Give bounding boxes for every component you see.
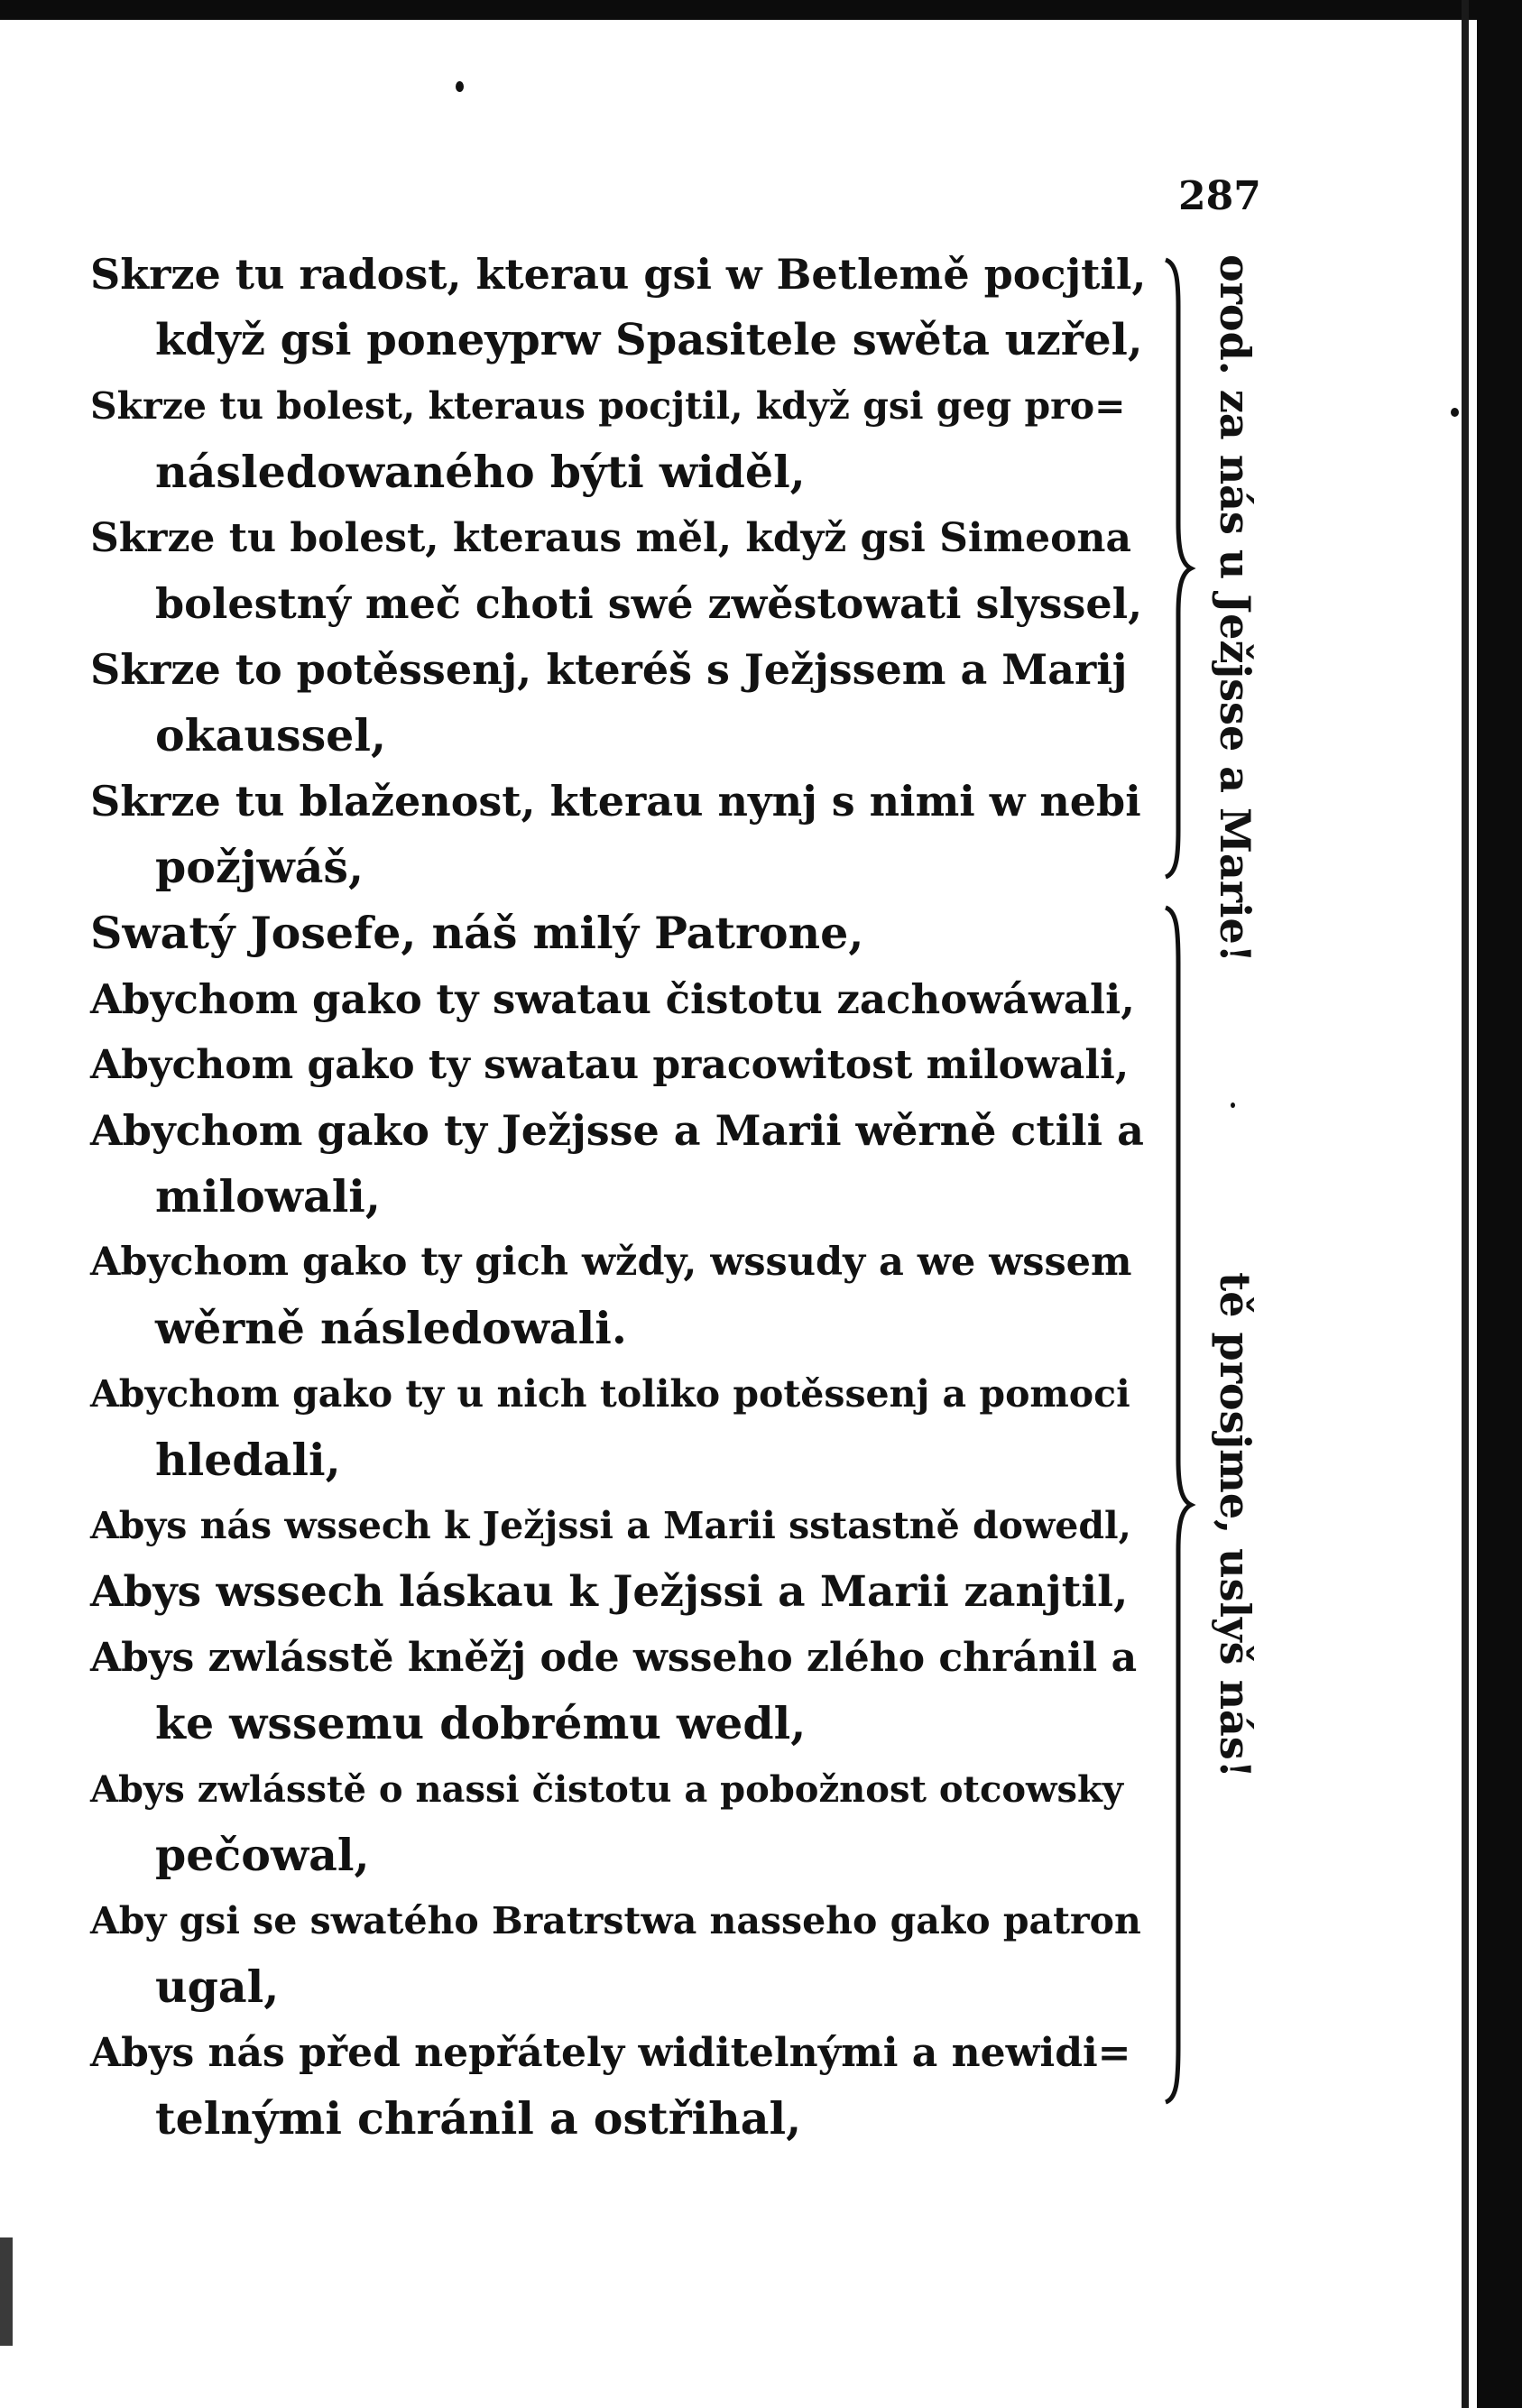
verse-line: Abychom gako ty swatau čistotu zachowáwali, bbox=[90, 975, 1135, 1023]
brace-second-group bbox=[1160, 900, 1196, 2109]
scan-border-top bbox=[0, 0, 1522, 20]
verse-continuation-line: wěrně následowali. bbox=[155, 1302, 627, 1354]
verse-2 bbox=[90, 374, 1146, 505]
verse-5 bbox=[90, 769, 1146, 900]
verse-line: Abys zwlásstě o nassi čistotu a pobožnost otcowsky bbox=[90, 1768, 1123, 1811]
verse-8 bbox=[90, 1032, 1146, 1098]
refrain-second-text: tě prosjme, uslyš nás! bbox=[1211, 1272, 1259, 1778]
verse-3 bbox=[90, 505, 1146, 637]
verse-line: Abychom gako ty u nich toliko potěssenj a pomoci bbox=[90, 1372, 1130, 1416]
verse-line: Swatý Josefe, náš milý Patrone, bbox=[90, 907, 864, 959]
verse-line: Abychom gako ty swatau pracowitost milowali, bbox=[90, 1042, 1130, 1088]
verse-continuation-line: bolestný meč choti swé zwěstowati slyssel, bbox=[155, 579, 1143, 628]
verse-6 bbox=[90, 900, 1146, 966]
verse-continuation-line: telnými chránil a ostřihal, bbox=[155, 2092, 802, 2145]
scan-border-right bbox=[1477, 0, 1522, 2408]
verse-line: Skrze tu bolest, kteraus měl, když gsi Simeona bbox=[90, 515, 1131, 561]
verse-line: Abys nás wssech k Ježjssi a Marii sstastně dowedl, bbox=[90, 1504, 1131, 1547]
verse-9 bbox=[90, 1098, 1146, 1230]
ink-speck bbox=[1231, 1103, 1235, 1108]
verse-continuation-line: následowaného býti widěl, bbox=[155, 446, 806, 498]
verse-16 bbox=[90, 1888, 1146, 2020]
verse-line: Skrze tu blaženost, kterau nynj s nimi w nebi bbox=[90, 777, 1141, 826]
scan-border-left bbox=[0, 2237, 13, 2346]
verse-continuation-line: ke wssemu dobrému wedl, bbox=[155, 1697, 807, 1749]
verse-7 bbox=[90, 966, 1146, 1032]
verse-continuation-line: pečowal, bbox=[155, 1829, 370, 1881]
verse-line: Abys zwlásstě kněžj ode wsseho zlého chránil a bbox=[90, 1635, 1138, 1681]
verse-continuation-line: ugal, bbox=[155, 1961, 280, 2013]
verse-continuation-line: když gsi poneyprw Spasitele swěta uzřel, bbox=[155, 315, 1143, 365]
litany-verses bbox=[90, 242, 1146, 2152]
verse-line: Skrze tu bolest, kteraus pocjtil, když gsi geg pro= bbox=[90, 384, 1126, 428]
verse-line: Abychom gako ty Ježjsse a Marii wěrně ctili a bbox=[90, 1106, 1144, 1155]
verse-line: Abychom gako ty gich wždy, wssudy a we wssem bbox=[90, 1240, 1132, 1285]
verse-continuation-line: hledali, bbox=[155, 1434, 341, 1486]
ink-speck bbox=[456, 81, 464, 92]
verse-15 bbox=[90, 1757, 1146, 1888]
verse-13 bbox=[90, 1559, 1146, 1625]
verse-continuation-line: milowali, bbox=[155, 1170, 381, 1222]
ink-speck bbox=[1451, 408, 1459, 417]
page-number: 287 bbox=[1178, 173, 1261, 219]
verse-11 bbox=[90, 1361, 1146, 1493]
verse-12 bbox=[90, 1493, 1146, 1559]
verse-continuation-line: okaussel, bbox=[155, 709, 387, 761]
verse-4 bbox=[90, 637, 1146, 769]
verse-line: Aby gsi se swatého Bratrstwa nasseho gako patron bbox=[90, 1899, 1141, 1942]
scan-border-right-inner bbox=[1462, 0, 1469, 2408]
brace-first-group bbox=[1160, 253, 1196, 884]
refrain-first-text: orod. za nás u Ježjsse a Marie! bbox=[1211, 254, 1259, 963]
verse-line: Skrze to potěssenj, kteréš s Ježjssem a Marij bbox=[90, 645, 1128, 694]
verse-line: Skrze tu radost, kterau gsi w Betlemě pocjtil, bbox=[90, 250, 1147, 299]
verse-1 bbox=[90, 242, 1146, 374]
verse-continuation-line: požjwáš, bbox=[155, 841, 364, 893]
verse-14 bbox=[90, 1625, 1146, 1757]
verse-10 bbox=[90, 1230, 1146, 1361]
verse-line: Abys wssech láskau k Ježjssi a Marii zanjtil, bbox=[90, 1567, 1129, 1617]
verse-line: Abys nás před nepřátely widitelnými a newidi= bbox=[90, 2030, 1131, 2076]
verse-17 bbox=[90, 2020, 1146, 2152]
